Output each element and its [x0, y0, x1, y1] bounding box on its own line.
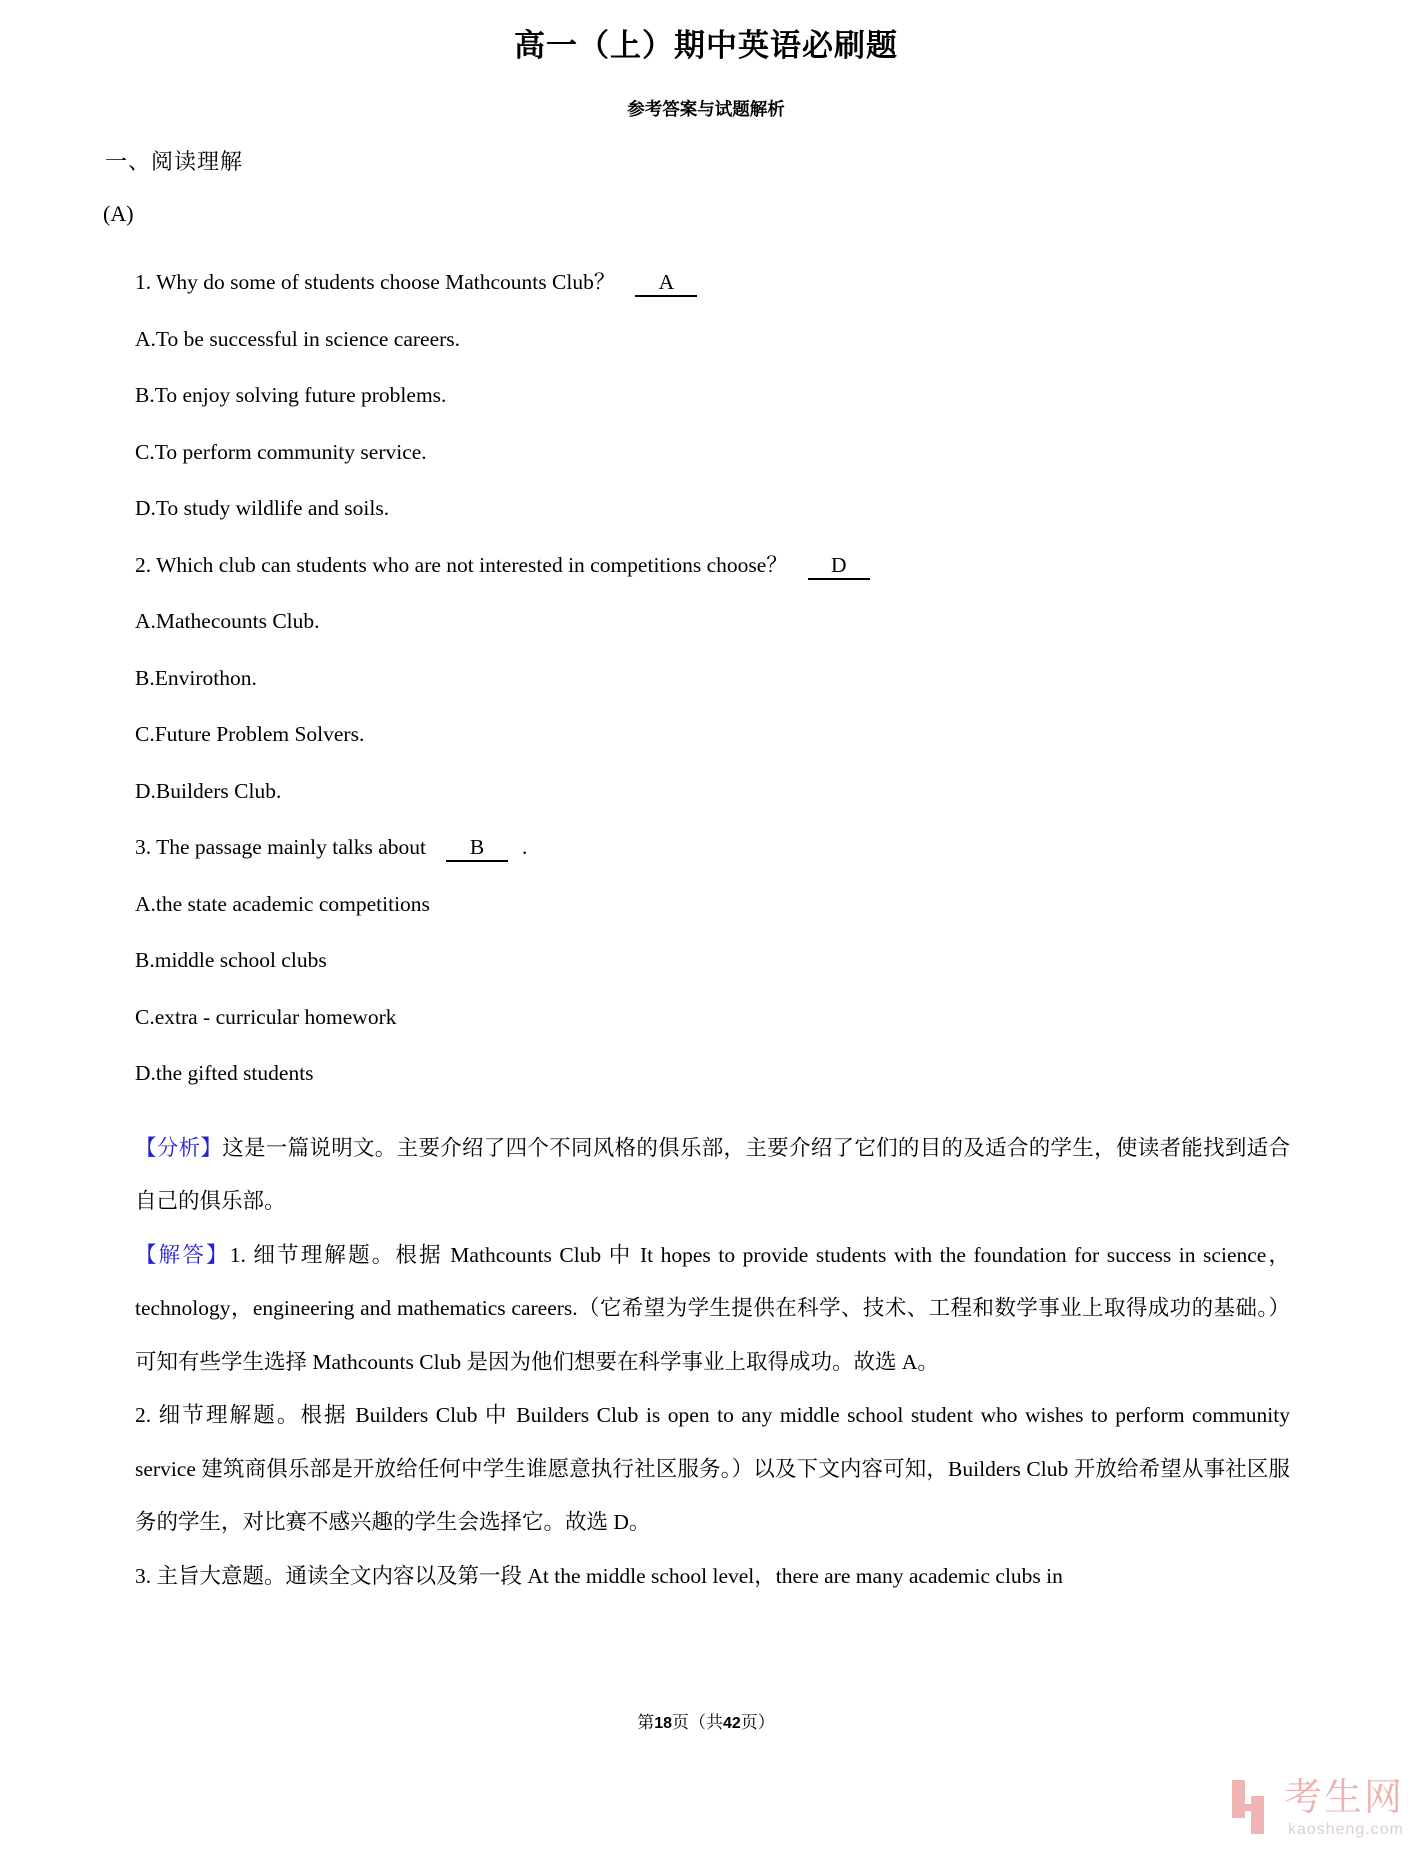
stem-suffix: . — [522, 835, 528, 859]
question-stem-text: 3. The passage mainly talks about — [135, 835, 426, 859]
option-item: B.To enjoy solving future problems. — [135, 383, 447, 407]
page-footer — [0, 1712, 1412, 1735]
footer-prefix: 第 — [637, 1713, 655, 1732]
watermark-site-domain: kaosheng.com — [1287, 1821, 1404, 1838]
page-title: 高一（上）期中英语必刷题 — [514, 28, 898, 63]
explanation-label: 【解答】 — [135, 1242, 230, 1267]
analysis-label: 【分析】 — [135, 1135, 223, 1160]
option-item: D.the gifted students — [135, 1061, 314, 1085]
option-item: C.extra - curricular homework — [135, 1004, 397, 1029]
option-item: B.Envirothon. — [135, 665, 257, 690]
answer-blank: D — [808, 552, 870, 580]
kaosheng-logo-icon — [1232, 1780, 1276, 1834]
footer-total-pages: 42 — [723, 1715, 741, 1732]
answer-blank: B — [446, 834, 508, 862]
section-heading: 一、阅读理解 — [105, 149, 244, 174]
watermark — [1232, 1778, 1404, 1840]
option-item: D.To study wildlife and soils. — [135, 496, 390, 520]
option-item: D.Builders Club. — [135, 778, 282, 803]
watermark-text — [1284, 1778, 1404, 1840]
question-list — [135, 254, 1290, 1102]
explanation-paragraph: 3. 主旨大意题。通读全文内容以及第一段 At the middle school level，there are many academic clubs in — [135, 1563, 1063, 1588]
analysis-paragraph — [135, 1122, 1290, 1229]
explanation-paragraph: 2. 细节理解题。根据 Builders Club 中 Builders Club is open to any middle school student who wishes to perform community service 建筑商俱乐部是开放给任何中学生谁愿意执行社区服务。）以及下文内容可知，Builders Club 开放给希望从事社区服务的学生，对比赛不感兴趣的学生会选择它。故选 D。 — [135, 1403, 1290, 1534]
footer-middle: 页（共 — [672, 1713, 723, 1732]
question-stem — [135, 819, 1290, 876]
page-subtitle: 参考答案与试题解析 — [627, 99, 785, 119]
explanation-text: 1. 细节理解题。根据 Mathcounts Club 中 It hopes to provide students with the foundation for success in science，technology，engineering and mathematics careers.（它希望为学生提供在科学、技术、工程和数学事业上取得成功的基础。）可知有些学生选择 Mathcounts Club 是因为他们想要在科学事业上取得成功。故选 A。 — [135, 1242, 1290, 1374]
option-item: B.middle school clubs — [135, 948, 327, 972]
answer-blank: A — [635, 269, 697, 297]
analysis-text: 这是一篇说明文。主要介绍了四个不同风格的俱乐部，主要介绍了它们的目的及适合的学生，使读者能找到适合自己的俱乐部。 — [135, 1135, 1290, 1213]
logo-bar — [1232, 1780, 1245, 1818]
solution-section — [135, 1122, 1290, 1604]
question-stem-text: 2. Which club can students who are not interested in competitions choose？ — [135, 552, 788, 577]
question-stem-text: 1. Why do some of students choose Mathcounts Club？ — [135, 270, 616, 294]
watermark-site-name: 考生网 — [1283, 1777, 1404, 1819]
logo-bar — [1251, 1796, 1264, 1834]
footer-page-number: 18 — [654, 1715, 672, 1732]
option-item: C.To perform community service. — [135, 439, 427, 464]
footer-suffix: 页） — [740, 1713, 775, 1732]
option-item: A.the state academic competitions — [135, 891, 430, 916]
question-stem — [135, 254, 1290, 311]
passage-label: (A) — [103, 201, 134, 226]
option-item: C.Future Problem Solvers. — [135, 722, 365, 746]
option-item: A.Mathecounts Club. — [135, 609, 320, 633]
explanation-paragraph — [135, 1229, 1290, 1390]
option-item: A.To be successful in science careers. — [135, 326, 461, 351]
question-stem — [135, 537, 1290, 594]
